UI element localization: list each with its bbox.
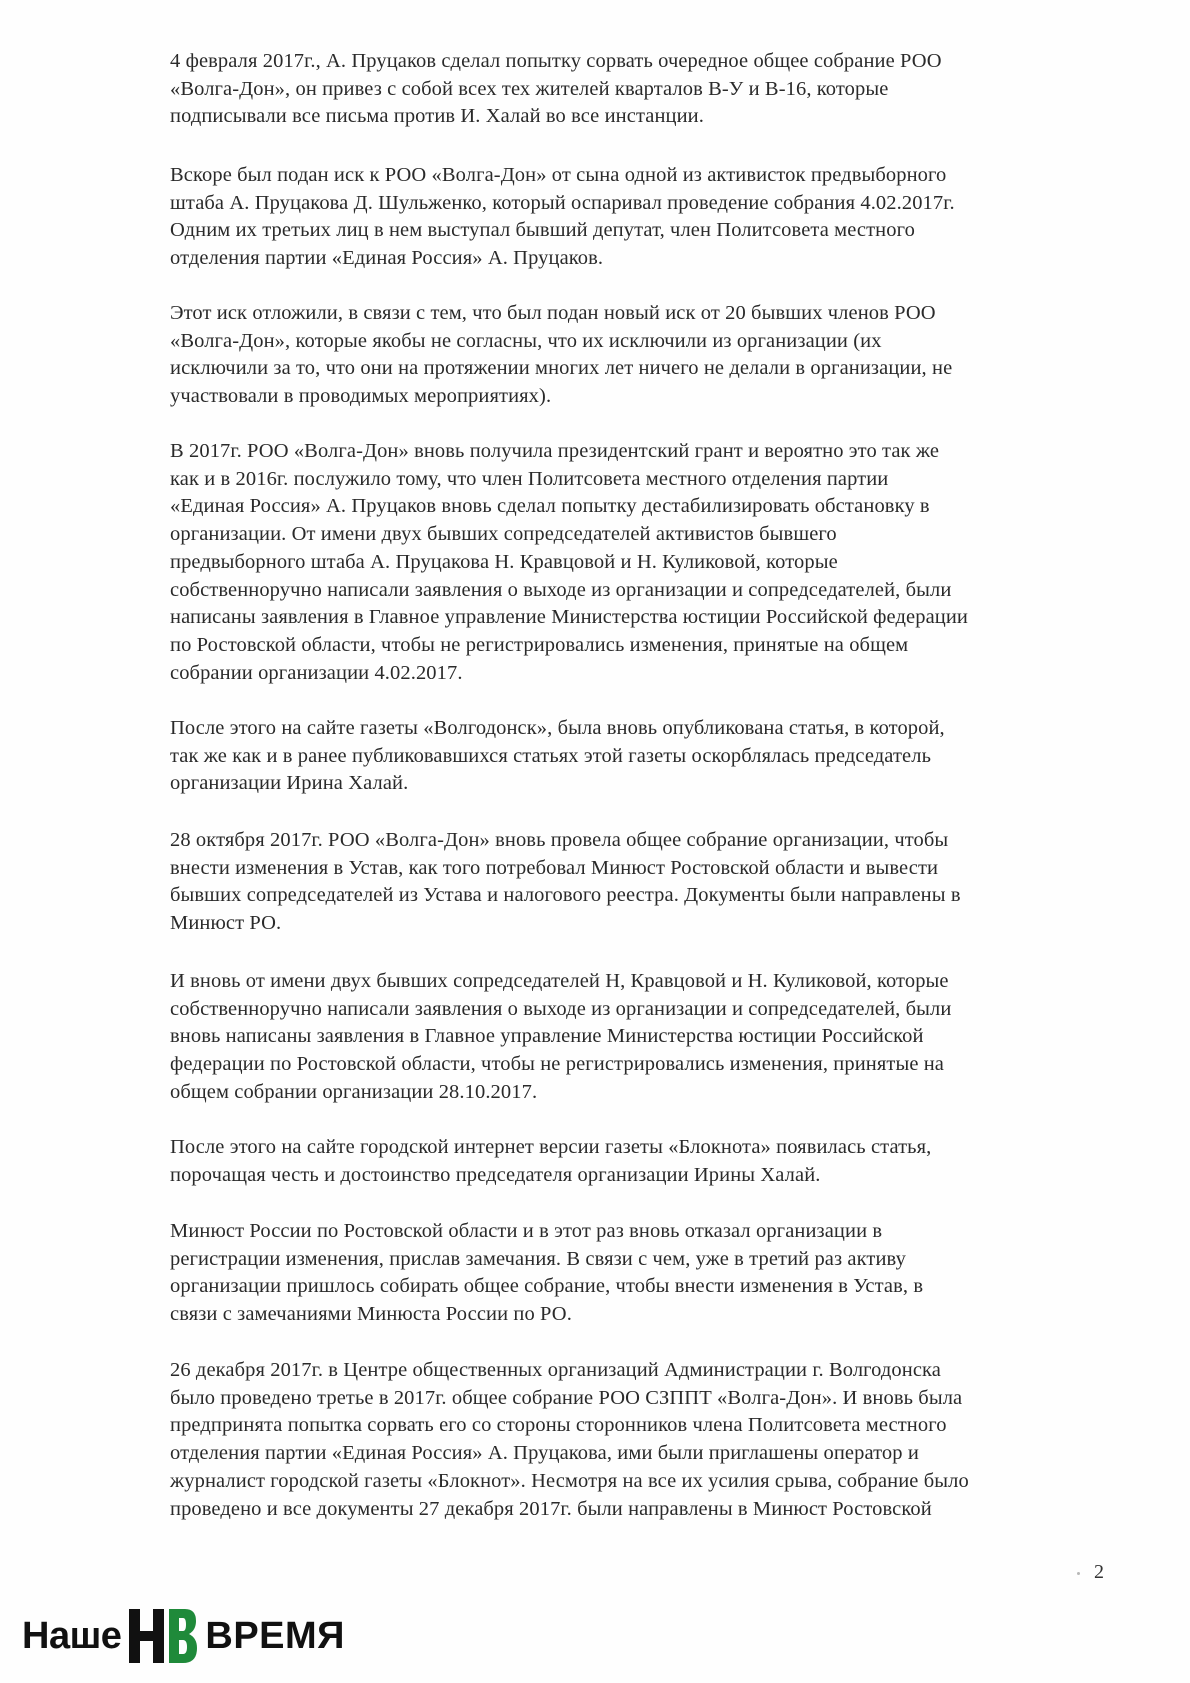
paragraph-5: После этого на сайте газеты «Волгодонск», была вновь опубликована статья, в которой, так же как и в ранее публиковавшихся статьях этой газеты оскорблялась председатель организации Ирина Халай. [170,717,945,795]
newspaper-logo [22,1604,345,1668]
scan-speck [1077,1572,1080,1575]
paragraph-9: Минюст России по Ростовской области и в этот раз вновь отказал организации в регистрации изменения, прислав замечания. В связи с чем, уже в третий раз активу организации пришлось собирать общее собрание, чтобы внести изменения в Устав, в связи с замечаниями Минюста России по РО. [170,1220,924,1326]
paragraph-7: И вновь от имени двух бывших сопредседателей Н, Кравцовой и Н. Куликовой, которые собственноручно написали заявления о выходе из организации и сопредседателей, были вновь написаны заявления в Главное управление Министерства юстиции Российской федерации по Ростовской области, чтобы не регистрировались изменения, принятые на общем собрании организации 28.10.2017. [170,970,952,1103]
page-number: 2 [1094,1561,1104,1583]
logo-word-right: ВРЕМЯ [205,1614,345,1657]
logo-nv-mark-icon [125,1605,199,1667]
paragraph-10: 26 декабря 2017г. в Центре общественных организаций Администрации г. Волгодонска было проведено третье в 2017г. общее собрание РОО СЗППТ «Волга-Дон». И вновь была предпринята попытка сорвать его со стороны сторонников члена Политсовета местного отделения партии «Единая Россия» А. Пруцакова, ими были приглашены оператор и журналист городской газеты «Блокнот». Несмотря на все их усилия срыва, собрание было проведено и все документы 27 декабря 2017г. были направлены в Минюст Ростовской [170,1359,969,1520]
paragraph-8: После этого на сайте городской интернет версии газеты «Блокнота» появилась статья, порочащая честь и достоинство председателя организации Ирины Халай. [170,1136,932,1186]
paragraph-3: Этот иск отложили, в связи с тем, что был подан новый иск от 20 бывших членов РОО «Волга-Дон», которые якобы не согласны, что их исключили из организации (их исключили за то, что они на протяжении многих лет ничего не делали в организации, не участвовали в проводимых мероприятиях). [170,302,953,408]
paragraph-4: В 2017г. РОО «Волга-Дон» вновь получила президентский грант и вероятно это так же как и в 2016г. послужило тому, что член Политсовета местного отделения партии «Единая Россия» А. Пруцаков вновь сделал попытку дестабилизировать обстановку в организации. От имени двух бывших сопредседателей активистов бывшего предвыборного штаба А. Пруцакова Н. Кравцовой и Н. Куликовой, которые собственноручно написали заявления о выходе из организации и сопредседателей, были написаны заявления в Главное управление Министерства юстиции Российской федерации по Ростовской области, чтобы не регистрировались изменения, принятые на общем собрании организации 4.02.2017. [170,440,968,684]
paragraph-1: 4 февраля 2017г., А. Пруцаков сделал попытку сорвать очередное общее собрание РОО «Волга-Дон», он привез с собой всех тех жителей кварталов В-У и В-16, которые подписывали все письма против И. Халай во все инстанции. [170,50,942,128]
paragraph-2: Вскоре был подан иск к РОО «Волга-Дон» от сына одной из активисток предвыборного штаба А. Пруцакова Д. Шульженко, который оспаривал проведение собрания 4.02.2017г. Одним их третьих лиц в нем выступал бывший депутат, член Политсовета местного отделения партии «Единая Россия» А. Пруцаков. [170,164,955,270]
logo-word-left: Наше [22,1614,122,1657]
paragraph-6: 28 октября 2017г. РОО «Волга-Дон» вновь провела общее собрание организации, чтобы внести изменения в Устав, как того потребовал Минюст Ростовской области и вывести бывших сопредседателей из Устава и налогового реестра. Документы были направлены в Минюст РО. [170,829,961,935]
